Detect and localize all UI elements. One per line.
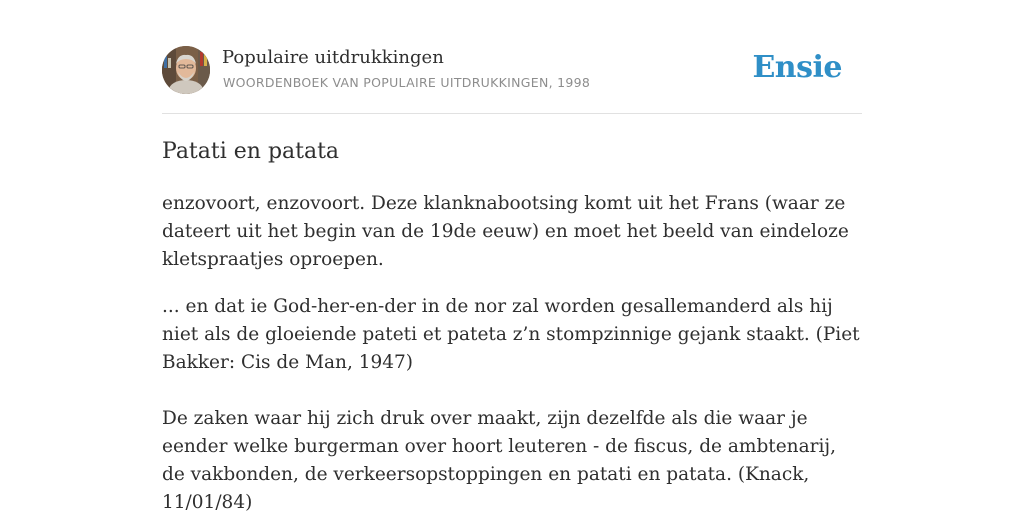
entry-quote: ... en dat ie God-her-en-der in de nor zal worden gesallemanderd als hij niet als de gloeiende pateti et pateta z’n stompzinnige gejank staakt. (Piet Bakker: Cis de Man, 1947) bbox=[162, 296, 860, 373]
entry-definition: enzovoort, enzovoort. Deze klanknabootsing komt uit het Frans (waar ze dateert uit het begin van de 19de eeuw) en moet het beeld van eindeloze kletspraatjes oproepen. bbox=[162, 193, 849, 270]
source-label: WOORDENBOEK VAN POPULAIRE UITDRUKKINGEN, 1998 bbox=[223, 75, 591, 90]
author-name[interactable]: Populaire uitdrukkingen bbox=[222, 47, 444, 68]
ensie-logo[interactable]: Ensie bbox=[752, 50, 842, 85]
header-divider bbox=[162, 113, 862, 114]
entry-header bbox=[162, 46, 862, 96]
author-avatar[interactable] bbox=[162, 46, 210, 94]
entry-title: Patati en patata bbox=[162, 139, 340, 164]
entry-quote: De zaken waar hij zich druk over maakt, zijn dezelfde als die waar je eender welke burgerman over hoort leuteren - de fiscus, de ambtenarij, de vakbonden, de verkeersopstoppingen en patati en patata. (Knack, 11/01/84) bbox=[162, 408, 836, 513]
entry-card bbox=[162, 0, 862, 512]
